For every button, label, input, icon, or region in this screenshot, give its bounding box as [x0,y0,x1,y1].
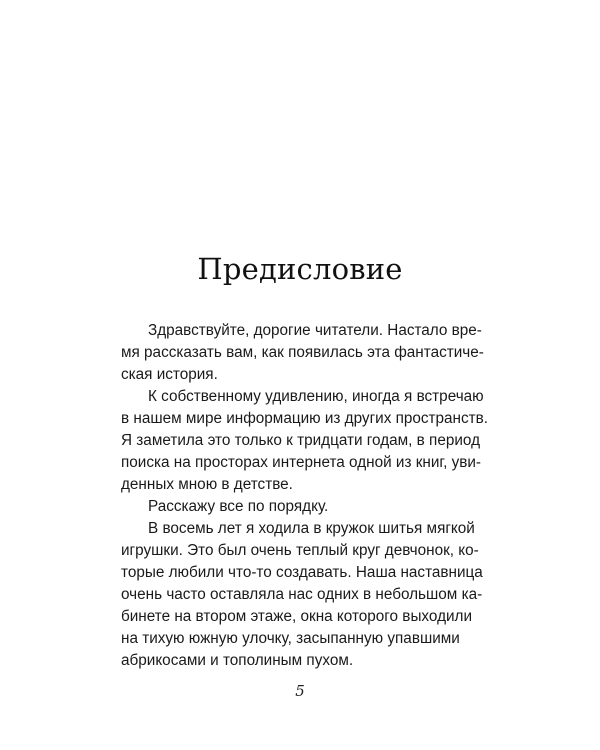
text-line: Расскажу все по порядку. [148,498,329,515]
text-line: денных мною в детстве. [121,476,293,493]
text-line: В восемь лет я ходила в кружок шитья мягкой [148,520,475,537]
text-line: торые любили что-то создавать. Наша наставница [121,564,483,581]
paragraph [121,386,489,496]
paragraph [121,518,483,672]
chapter-title: Предисловие [197,252,403,286]
page-number: 5 [295,682,305,700]
paragraph [121,320,484,386]
body-text [121,320,489,672]
text-line: Здравствуйте, дорогие читатели. Настало вре- [148,322,482,339]
text-line: К собственному удивлению, иногда я встречаю [148,388,484,405]
text-line: мя рассказать вам, как появилась эта фантастиче- [121,344,484,361]
paragraph [121,496,440,518]
text-line: ская история. [121,366,218,383]
text-line: игрушки. Это был очень теплый круг девчонок, ко- [121,542,479,559]
text-line: Я заметила это только к тридцати годам, в период [121,432,480,449]
text-line: очень часто оставляла нас одних в небольшом ка- [121,586,483,603]
text-line: в нашем мире информацию из других пространств. [121,410,489,427]
text-line: поиска на просторах интернета одной из книг, уви- [121,454,482,471]
text-line: абрикосами и тополиным пухом. [121,652,354,669]
text-line: на тихую южную улочку, засыпанную упавшими [121,630,460,647]
text-line: бинете на втором этаже, окна которого выходили [121,608,473,625]
